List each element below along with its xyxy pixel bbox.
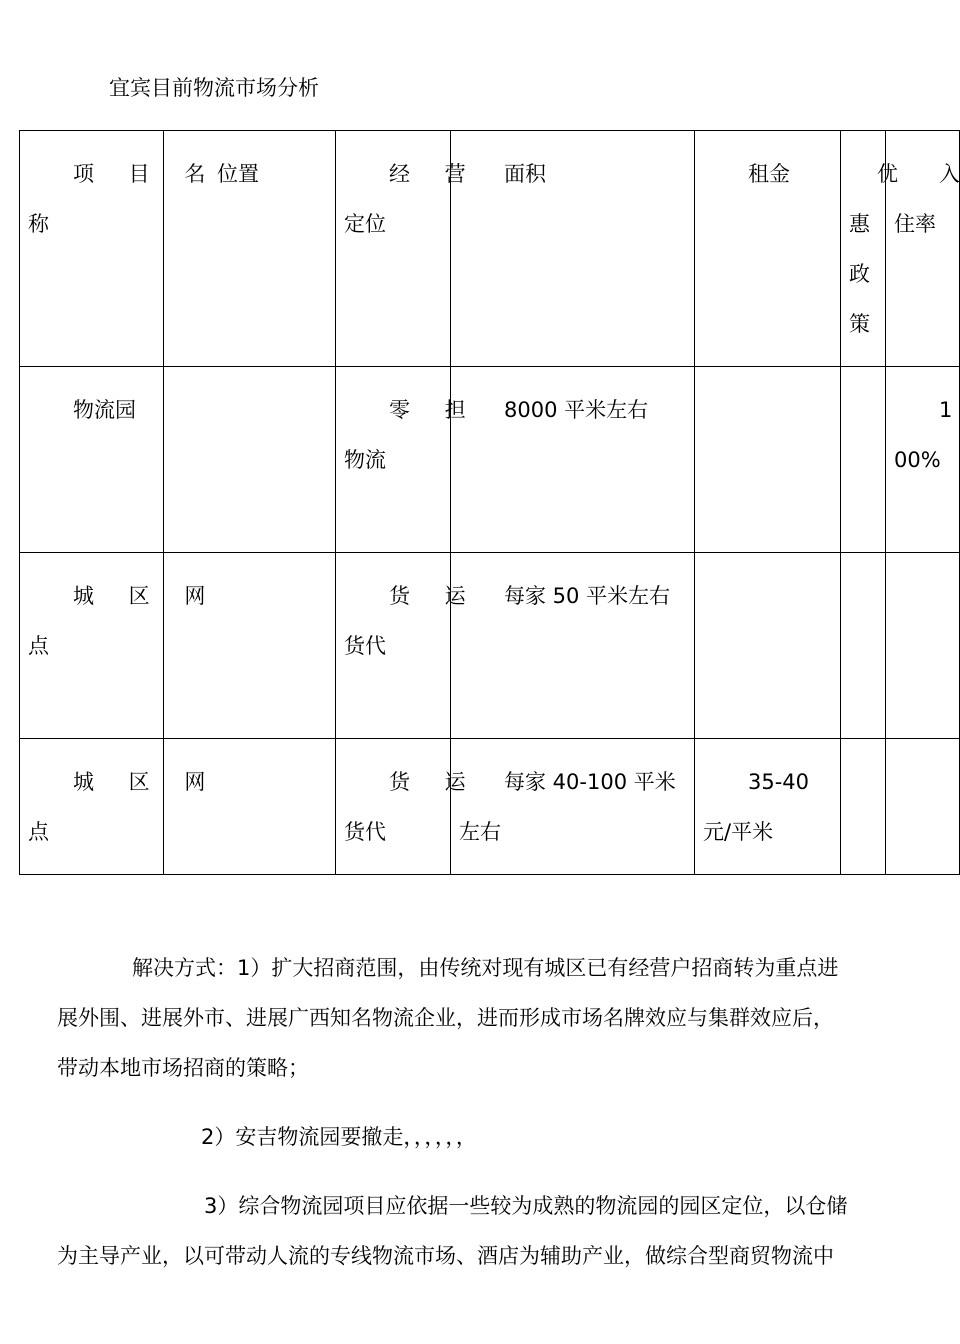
cell-project-name: 城 区 网 点 xyxy=(20,739,164,875)
cell-policy xyxy=(841,367,886,553)
cell-project-name: 城 区 网 点 xyxy=(20,553,164,739)
header-positioning: 经 营 定位 xyxy=(336,131,451,367)
market-analysis-table xyxy=(19,130,960,875)
table-row xyxy=(20,739,960,875)
table-row xyxy=(20,367,960,553)
solution-paragraph-line-1: 解决方式：1）扩大招商范围，由传统对现有城区已有经营户招商转为重点进 xyxy=(132,956,839,980)
cell-occupancy xyxy=(886,553,960,739)
table-row xyxy=(20,553,960,739)
document-title: 宜宾目前物流市场分析 xyxy=(109,76,319,100)
header-preferential-policy: 优 惠 政 策 xyxy=(841,131,886,367)
cell-occupancy: 1 00% xyxy=(886,367,960,553)
header-rent: 租金 xyxy=(695,131,841,367)
header-project-name: 项 目 名 称 xyxy=(20,131,164,367)
cell-policy xyxy=(841,739,886,875)
cell-project-name: 物流园 xyxy=(20,367,164,553)
table-header-row xyxy=(20,131,960,367)
cell-positioning: 货 运 货代 xyxy=(336,553,451,739)
cell-location xyxy=(164,367,336,553)
cell-rent xyxy=(695,553,841,739)
header-area: 面积 xyxy=(451,131,695,367)
cell-occupancy xyxy=(886,739,960,875)
cell-area: 每家 50 平米左右 xyxy=(451,553,695,739)
solution-paragraph-line-2: 展外围、进展外市、进展广西知名物流企业，进而形成市场名牌效应与集群效应后， xyxy=(57,1006,834,1030)
cell-positioning: 零 担 物流 xyxy=(336,367,451,553)
cell-policy xyxy=(841,553,886,739)
solution-item-3-line-1: 3）综合物流园项目应依据一些较为成熟的物流园的园区定位，以仓储 xyxy=(204,1194,848,1218)
cell-area: 8000 平米左右 xyxy=(451,367,695,553)
solution-item-2: 2）安吉物流园要撤走，，，，，， xyxy=(201,1125,477,1149)
cell-area: 每家 40-100 平米 左右 xyxy=(451,739,695,875)
cell-rent xyxy=(695,367,841,553)
header-location: 位置 xyxy=(164,131,336,367)
header-occupancy-rate: 入 住率 xyxy=(886,131,960,367)
cell-rent: 35-40 元/平米 xyxy=(695,739,841,875)
solution-paragraph-line-3: 带动本地市场招商的策略； xyxy=(57,1056,309,1080)
solution-item-3-line-2: 为主导产业，以可带动人流的专线物流市场、酒店为辅助产业，做综合型商贸物流中 xyxy=(57,1244,834,1268)
cell-positioning: 货 运 货代 xyxy=(336,739,451,875)
